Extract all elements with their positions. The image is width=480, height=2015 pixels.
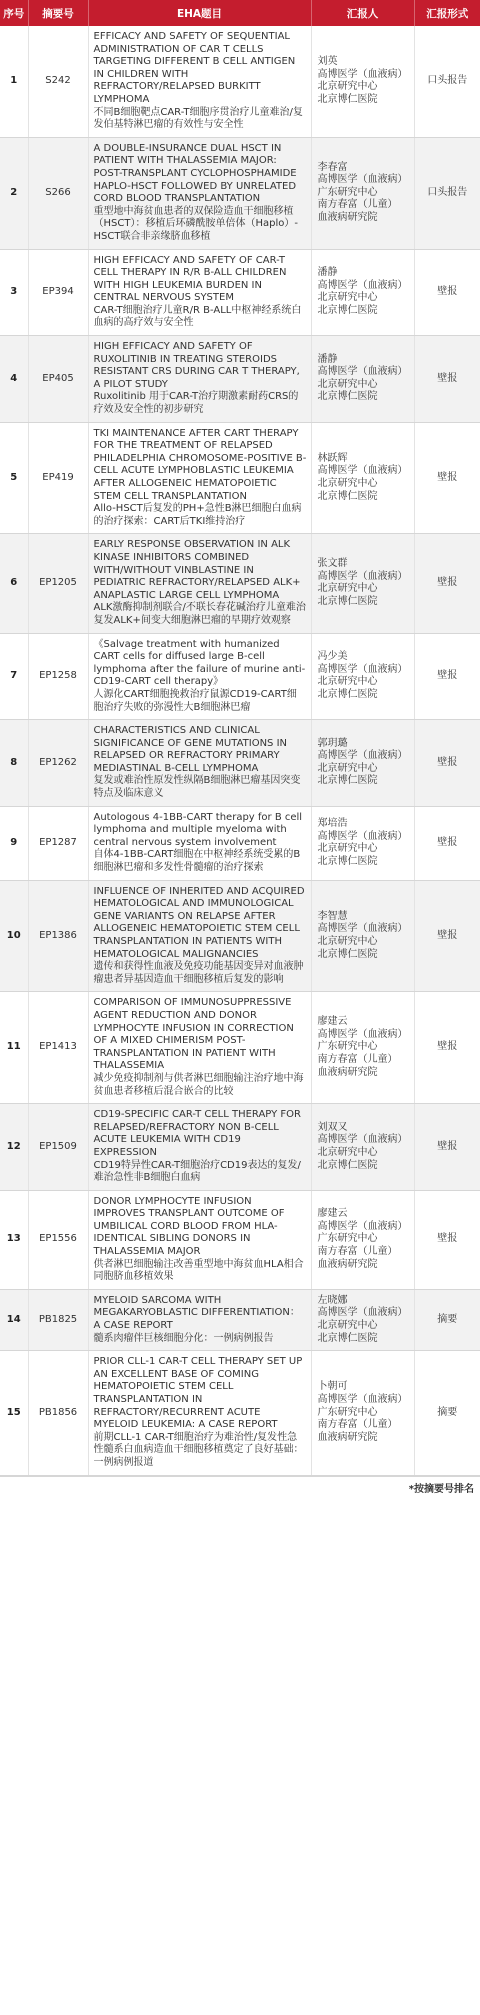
reporter-affiliation: 高博医学（血液病） bbox=[317, 923, 408, 935]
reporter-affiliation: 北京研究中心 bbox=[317, 378, 378, 390]
abstract-id: EP405 bbox=[28, 336, 88, 423]
title-chinese: ALK激酶抑制剂联合/不联长春花碱治疗儿童难治复发ALK+间变大细胞淋巴瘤的早期疗效观察 bbox=[93, 602, 306, 626]
reporter-affiliation: 高博医学（血液病） bbox=[317, 663, 408, 675]
report-form: 壁报 bbox=[414, 992, 480, 1104]
title-cell bbox=[88, 336, 311, 423]
table-row bbox=[0, 534, 480, 633]
title-english: COMPARISON OF IMMUNOSUPPRESSIVE AGENT REDUCTION AND DONOR LYMPHOCYTE INFUSION IN CORRECTION OF A MIXED CHIMERISM POST-TRANSPLANTATION IN PATIENT WITH THALASSEMIA bbox=[93, 997, 294, 1072]
row-number: 12 bbox=[0, 1104, 28, 1191]
title-cell bbox=[88, 249, 311, 336]
abstract-id: PB1825 bbox=[28, 1289, 88, 1350]
report-form: 壁报 bbox=[414, 1190, 480, 1289]
table-header bbox=[0, 0, 480, 26]
reporter-affiliation: 南方春富（儿童） bbox=[317, 199, 398, 211]
abstract-id: EP394 bbox=[28, 249, 88, 336]
title-cell bbox=[88, 720, 311, 807]
title-chinese: 复发或难治性原发性纵隔B细胞淋巴瘤基因突变特点及临床意义 bbox=[93, 775, 301, 800]
reporter-name: 廖建云 bbox=[317, 1208, 348, 1220]
reporter-affiliation: 北京博仁医院 bbox=[317, 948, 378, 960]
reporter-affiliation: 北京研究中心 bbox=[317, 1320, 378, 1332]
row-number: 11 bbox=[0, 992, 28, 1104]
reporter-name: 刘英 bbox=[317, 56, 338, 68]
reporter-affiliation: 高博医学（血液病） bbox=[317, 1394, 408, 1405]
table-body bbox=[0, 26, 480, 1475]
reporter-affiliation: 北京博仁医院 bbox=[317, 490, 378, 502]
table-row bbox=[0, 137, 480, 249]
title-english: CD19-SPECIFIC CAR-T CELL THERAPY FOR RELAPSED/REFRACTORY NON B-CELL ACUTE LEUKEMIA WITH CD19 EXPRESSION bbox=[93, 1109, 301, 1158]
row-number: 10 bbox=[0, 880, 28, 992]
reporter-affiliation: 血液病研究院 bbox=[317, 1258, 378, 1270]
reporter-affiliation: 高博医学（血液病） bbox=[317, 1028, 408, 1040]
abstract-id: S266 bbox=[28, 137, 88, 249]
row-number: 5 bbox=[0, 422, 28, 534]
reporter-affiliation: 血液病研究院 bbox=[317, 212, 378, 224]
abstract-id: EP1258 bbox=[28, 633, 88, 720]
report-form: 壁报 bbox=[414, 880, 480, 992]
table-row bbox=[0, 806, 480, 880]
reporter-affiliation: 北京研究中心 bbox=[317, 478, 378, 489]
abstract-id: EP1509 bbox=[28, 1104, 88, 1191]
title-cell bbox=[88, 633, 311, 720]
reporter-cell bbox=[311, 137, 414, 249]
reporter-affiliation: 北京研究中心 bbox=[317, 292, 378, 304]
reporter-affiliation: 北京研究中心 bbox=[317, 81, 378, 93]
title-chinese: 供者淋巴细胞输注改善重型地中海贫血HLA相合同胞脐血移植效果 bbox=[93, 1258, 304, 1283]
title-cell bbox=[88, 26, 311, 137]
abstract-id: EP1287 bbox=[28, 806, 88, 880]
title-chinese: 髓系肉瘤伴巨核细胞分化：一例病例报告 bbox=[93, 1332, 274, 1344]
title-english: DONOR LYMPHOCYTE INFUSION IMPROVES TRANSPLANT OUTCOME OF UMBILICAL CORD BLOOD FROM HLA-IDENTICAL SIBLING DONORS IN THALASSEMIA MAJOR bbox=[93, 1195, 285, 1258]
reporter-affiliation: 南方春富（儿童） bbox=[317, 1054, 398, 1066]
title-cell bbox=[88, 534, 311, 633]
title-english: A DOUBLE-INSURANCE DUAL HSCT IN PATIENT WITH THALASSEMIA MAJOR: POST-TRANSPLANT CYCLOPHOSPHAMIDE HAPLO-HSCT FOLLOWED BY UNRELATED CORD BLOOD TRANSPLANTATION bbox=[93, 142, 297, 205]
reporter-name: 林跃辉 bbox=[317, 452, 348, 464]
reporter-affiliation: 高博医学（血液病） bbox=[317, 279, 408, 291]
reporter-affiliation: 广东研究中心 bbox=[317, 1041, 378, 1053]
title-chinese: 重型地中海贫血患者的双保险造血干细胞移植（HSCT）：移植后环磷酰胺单倍体（Haplo）-HSCT联合非亲缘脐血移植 bbox=[93, 205, 298, 242]
reporter-affiliation: 高博医学（血液病） bbox=[317, 830, 408, 842]
reporter-cell bbox=[311, 1190, 414, 1289]
report-form: 壁报 bbox=[414, 422, 480, 534]
report-form: 口头报告 bbox=[414, 26, 480, 137]
title-chinese: Ruxolitinib 用于CAR-T治疗期激素耐药CRS的疗效及安全性的初步研究 bbox=[93, 391, 299, 416]
row-number: 1 bbox=[0, 26, 28, 137]
table-row bbox=[0, 1104, 480, 1191]
reporter-affiliation: 北京研究中心 bbox=[317, 936, 378, 947]
reporter-cell bbox=[311, 880, 414, 992]
reporter-cell bbox=[311, 1104, 414, 1191]
title-english: TKI MAINTENANCE AFTER CART THERAPY FOR THE TREATMENT OF RELAPSED PHILADELPHIA CHROMOSOME-POSITIVE B-CELL ACUTE LYMPHOBLASTIC LEUKEMIA AFTER ALLOGENEIC HEMATOPOIETIC STEM CELL TRANSPLANTATION bbox=[93, 427, 307, 502]
reporter-name: 李智慧 bbox=[317, 910, 348, 922]
abstract-id: S242 bbox=[28, 26, 88, 137]
reporter-affiliation: 南方春富（儿童） bbox=[317, 1246, 398, 1258]
row-number: 2 bbox=[0, 137, 28, 249]
abstract-id: EP419 bbox=[28, 422, 88, 534]
reporter-affiliation: 北京博仁医院 bbox=[317, 855, 378, 867]
title-chinese: Allo-HSCT后复发的PH+急性B淋巴细胞白血病的治疗探索：CART后TKI维持治疗 bbox=[93, 503, 302, 527]
table-row bbox=[0, 249, 480, 336]
title-cell bbox=[88, 880, 311, 992]
table-row bbox=[0, 992, 480, 1104]
reporter-affiliation: 高博医学（血液病） bbox=[317, 1134, 408, 1146]
title-english: INFLUENCE OF INHERITED AND ACQUIRED HEMATOLOGICAL AND IMMUNOLOGICAL GENE VARIANTS ON RELAPSE AFTER ALLOGENEIC HEMATOPOIETIC STEM CELL TRANSPLANTATION IN PATIENTS WITH HEMATOLOGICAL MALIGNANCIES bbox=[93, 885, 305, 960]
reporter-cell bbox=[311, 1289, 414, 1350]
table-row bbox=[0, 1351, 480, 1475]
reporter-affiliation: 北京研究中心 bbox=[317, 762, 378, 774]
report-form: 摘要 bbox=[414, 1351, 480, 1475]
title-english: CHARACTERISTICS AND CLINICAL SIGNIFICANCE OF GENE MUTATIONS IN RELAPSED OR REFRACTORY PRIMARY MEDIASTINAL B-CELL LYMPHOMA bbox=[93, 725, 288, 774]
reporter-affiliation: 高博医学（血液病） bbox=[317, 465, 408, 477]
reporter-affiliation: 北京研究中心 bbox=[317, 1146, 378, 1158]
title-english: HIGH EFFICACY AND SAFETY OF CAR-T CELL THERAPY IN R/R B-ALL CHILDREN WITH HIGH LEUKEMIA BURDEN IN CENTRAL NERVOUS SYSTEM bbox=[93, 254, 287, 304]
title-chinese: CAR-T细胞治疗儿童R/R B-ALL中枢神经系统白血病的高疗效与安全性 bbox=[93, 304, 302, 329]
reporter-affiliation: 高博医学（血液病） bbox=[317, 570, 408, 582]
abstract-id: PB1856 bbox=[28, 1351, 88, 1475]
title-chinese: 不同B细胞靶点CAR-T细胞序贯治疗儿童难治/复发伯基特淋巴瘤的有效性与安全性 bbox=[93, 106, 303, 131]
table-row bbox=[0, 880, 480, 992]
reporter-affiliation: 广东研究中心 bbox=[317, 1406, 378, 1418]
header-reporter: 汇报人 bbox=[311, 0, 414, 26]
reporter-affiliation: 北京博仁医院 bbox=[317, 93, 378, 105]
header-abstract-id: 摘要号 bbox=[28, 0, 88, 26]
reporter-affiliation: 北京博仁医院 bbox=[317, 304, 378, 316]
title-chinese: 前期CLL-1 CAR-T细胞治疗为难治性/复发性急性髓系白血病造血干细胞移植奠定了良好基础：一例病例报道 bbox=[93, 1431, 304, 1468]
reporter-affiliation: 高博医学（血液病） bbox=[317, 366, 408, 378]
report-form: 壁报 bbox=[414, 633, 480, 720]
title-english: HIGH EFFICACY AND SAFETY OF RUXOLITINIB IN TREATING STEROIDS RESISTANT CRS DURING CAR T THERAPY, A PILOT STUDY bbox=[93, 341, 300, 390]
title-english: 《Salvage treatment with humanized CART cells for diffused large B-cell lymphoma after the failure of murine anti-CD19-CART cell therapy》 bbox=[93, 638, 306, 688]
reporter-affiliation: 广东研究中心 bbox=[317, 1233, 378, 1245]
reporter-name: 冯少美 bbox=[317, 651, 348, 663]
table-row bbox=[0, 1190, 480, 1289]
row-number: 15 bbox=[0, 1351, 28, 1475]
reporter-affiliation: 广东研究中心 bbox=[317, 186, 378, 198]
table-row bbox=[0, 26, 480, 137]
reporter-affiliation: 北京博仁医院 bbox=[317, 1159, 378, 1171]
reporter-affiliation: 北京博仁医院 bbox=[317, 391, 378, 403]
reporter-cell bbox=[311, 249, 414, 336]
table-row bbox=[0, 1289, 480, 1350]
title-chinese: 自体4-1BB-CART细胞在中枢神经系统受累的B细胞淋巴瘤和多发性骨髓瘤的治疗探索 bbox=[93, 849, 301, 874]
reporter-affiliation: 高博医学（血液病） bbox=[317, 750, 408, 762]
abstract-id: EP1205 bbox=[28, 534, 88, 633]
reporter-name: 卜朝可 bbox=[317, 1381, 348, 1393]
reporter-affiliation: 血液病研究院 bbox=[317, 1431, 378, 1443]
reporter-cell bbox=[311, 336, 414, 423]
header-title: EHA题目 bbox=[88, 0, 311, 26]
title-cell bbox=[88, 806, 311, 880]
reporter-cell bbox=[311, 1351, 414, 1475]
title-english: Autologous 4-1BB-CART therapy for B cell lymphoma and multiple myeloma with central nervous system involvement bbox=[93, 811, 303, 848]
title-cell bbox=[88, 422, 311, 534]
report-form: 壁报 bbox=[414, 720, 480, 807]
abstract-id: EP1386 bbox=[28, 880, 88, 992]
row-number: 4 bbox=[0, 336, 28, 423]
reporter-cell bbox=[311, 534, 414, 633]
footnote: *按摘要号排名 bbox=[0, 1476, 480, 1497]
title-cell bbox=[88, 1104, 311, 1191]
title-chinese: 遗传和获得性血液及免疫功能基因变异对血液肿瘤患者异基因造血干细胞移植后复发的影响 bbox=[93, 961, 304, 985]
abstract-id: EP1262 bbox=[28, 720, 88, 807]
title-english: MYELOID SARCOMA WITH MEGAKARYOBLASTIC DIFFERENTIATION：A CASE REPORT bbox=[93, 1294, 300, 1332]
reporter-affiliation: 北京博仁医院 bbox=[317, 688, 378, 700]
report-form: 壁报 bbox=[414, 336, 480, 423]
reporter-affiliation: 北京研究中心 bbox=[317, 676, 378, 688]
row-number: 8 bbox=[0, 720, 28, 807]
reporter-cell bbox=[311, 720, 414, 807]
reporter-name: 廖建云 bbox=[317, 1016, 348, 1028]
reporter-name: 潘静 bbox=[317, 267, 338, 279]
reporter-affiliation: 高博医学（血液病） bbox=[317, 68, 408, 80]
reporter-affiliation: 高博医学（血液病） bbox=[317, 1220, 408, 1232]
header-form: 汇报形式 bbox=[414, 0, 480, 26]
title-english: EFFICACY AND SAFETY OF SEQUENTIAL ADMINISTRATION OF CAR T CELLS TARGETING DIFFERENT B CELL ANTIGEN IN CHILDREN WITH REFRACTORY/RELAPSED BURKITT LYMPHOMA bbox=[93, 31, 296, 105]
title-english: PRIOR CLL-1 CAR-T CELL THERAPY SET UP AN EXCELLENT BASE OF COMING HEMATOPOIETIC STEM CELL TRANSPLANTATION IN REFRACTORY/RECURRENT ACUTE MYELOID LEUKEMIA: A CASE REPORT bbox=[93, 1356, 303, 1431]
abstract-id: EP1556 bbox=[28, 1190, 88, 1289]
reporter-cell bbox=[311, 26, 414, 137]
title-english: EARLY RESPONSE OBSERVATION IN ALK KINASE INHIBITORS COMBINED WITH/WITHOUT VINBLASTINE IN PEDIATRIC REFRACTORY/RELAPSED ALK+ ANAPLASTIC LARGE CELL LYMPHOMA bbox=[93, 539, 301, 601]
reporter-cell bbox=[311, 633, 414, 720]
reporter-name: 张文群 bbox=[317, 558, 348, 570]
row-number: 6 bbox=[0, 534, 28, 633]
reporter-cell bbox=[311, 806, 414, 880]
reporter-affiliation: 北京博仁医院 bbox=[317, 1332, 378, 1344]
abstract-id: EP1413 bbox=[28, 992, 88, 1104]
title-cell bbox=[88, 992, 311, 1104]
title-cell bbox=[88, 1190, 311, 1289]
title-chinese: CD19特异性CAR-T细胞治疗CD19表达的复发/难治急性非B细胞白血病 bbox=[93, 1159, 301, 1184]
reporter-affiliation: 北京研究中心 bbox=[317, 583, 378, 595]
report-form: 摘要 bbox=[414, 1289, 480, 1350]
report-form: 壁报 bbox=[414, 1104, 480, 1191]
table-row bbox=[0, 336, 480, 423]
reporter-affiliation: 北京博仁医院 bbox=[317, 775, 378, 787]
reporter-name: 李春富 bbox=[317, 161, 348, 173]
report-form: 壁报 bbox=[414, 534, 480, 633]
report-form: 口头报告 bbox=[414, 137, 480, 249]
reporter-cell bbox=[311, 422, 414, 534]
reporter-name: 左晓娜 bbox=[317, 1294, 348, 1306]
reporter-name: 刘双又 bbox=[317, 1121, 348, 1133]
reporter-affiliation: 高博医学（血液病） bbox=[317, 174, 408, 186]
row-number: 7 bbox=[0, 633, 28, 720]
reporter-name: 郭玥璐 bbox=[317, 737, 348, 749]
reporter-name: 郑培浩 bbox=[317, 817, 348, 829]
row-number: 3 bbox=[0, 249, 28, 336]
header-no: 序号 bbox=[0, 0, 28, 26]
reporter-cell bbox=[311, 992, 414, 1104]
reporter-affiliation: 北京博仁医院 bbox=[317, 596, 378, 608]
reporter-affiliation: 高博医学（血液病） bbox=[317, 1307, 408, 1319]
reporter-affiliation: 南方春富（儿童） bbox=[317, 1419, 398, 1431]
row-number: 9 bbox=[0, 806, 28, 880]
title-cell bbox=[88, 137, 311, 249]
title-cell bbox=[88, 1289, 311, 1350]
report-form: 壁报 bbox=[414, 249, 480, 336]
report-form: 壁报 bbox=[414, 806, 480, 880]
reporter-affiliation: 北京研究中心 bbox=[317, 843, 378, 855]
table-row bbox=[0, 422, 480, 534]
reporter-affiliation: 血液病研究院 bbox=[317, 1066, 378, 1078]
title-chinese: 人源化CART细胞挽救治疗鼠源CD19-CART细胞治疗失败的弥漫性大B细胞淋巴瘤 bbox=[93, 688, 297, 713]
row-number: 14 bbox=[0, 1289, 28, 1350]
row-number: 13 bbox=[0, 1190, 28, 1289]
table-row bbox=[0, 720, 480, 807]
title-cell bbox=[88, 1351, 311, 1475]
reporter-name: 潘静 bbox=[317, 353, 338, 365]
table-row bbox=[0, 633, 480, 720]
title-chinese: 减少免疫抑制剂与供者淋巴细胞输注治疗地中海贫血患者移植后混合嵌合的比较 bbox=[93, 1072, 304, 1097]
